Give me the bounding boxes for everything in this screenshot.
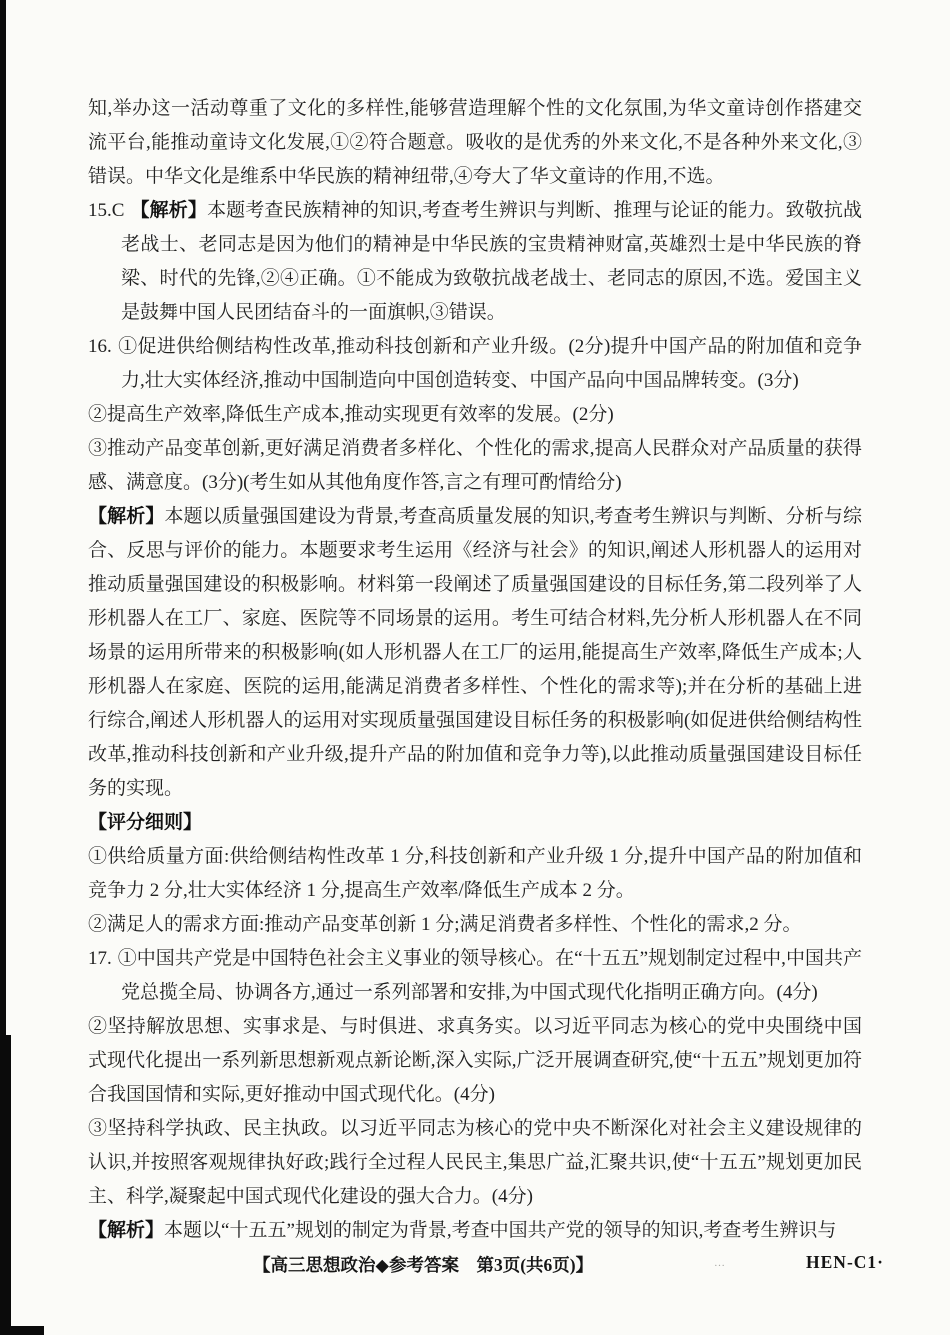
q16-analysis-tag: 【解析】 [88,506,165,527]
answer-content [88,92,862,1248]
q16-number: 16. [88,336,112,357]
q17-answer-1 [88,942,862,1010]
q17-analysis-tag: 【解析】 [88,1220,165,1241]
footer-title-and-page: 【高三思想政治◆参考答案 第3页(共6页)】 [253,1255,594,1275]
q15-answer-paragraph [88,194,862,330]
page-footer [0,1252,950,1278]
q16-answer-3: ③推动产品变革创新,更好满足消费者多样化、个性化的需求,提高人民群众对产品质量的获得感、满意度。(3分)(考生如从其他角度作答,言之有理可酌情给分) [88,438,862,493]
q15-number: 15.C [88,200,125,221]
q16-rubric-heading [88,806,862,840]
q17-answer-1-text: ①中国共产党是中国特色社会主义事业的领导核心。在“十五五”规划制定过程中,中国共产党总揽全局、协调各方,通过一系列部署和安排,为中国式现代化指明正确方向。(4分) [117,948,862,1003]
footer-paper-code: HEN-C1· [806,1252,884,1272]
footer-scan-dots: … [714,1257,727,1269]
q16-answer-2: ②提高生产效率,降低生产成本,推动实现更有效率的发展。(2分) [88,404,614,425]
q16-analysis-paragraph [88,500,862,806]
q17-analysis-text: 本题以“十五五”规划的制定为背景,考查中国共产党的领导的知识,考查考生辨识与 [164,1220,837,1241]
q17-answer-2: ②坚持解放思想、实事求是、与时俱进、求真务实。以习近平同志为核心的党中央围绕中国式现代化提出一系列新思想新观点新论断,深入实际,广泛开展调查研究,使“十五五”规划更加符合我国国情和实际,更好推动中国式现代化。(4分) [88,1016,862,1105]
scan-edge-bottom [0,1326,44,1335]
q15-analysis-tag: 【解析】 [130,200,208,221]
scan-edge-left-lower [0,1035,11,1335]
q15-analysis-text: 本题考查民族精神的知识,考查考生辨识与判断、推理与论证的能力。致敬抗战老战士、老同志是因为他们的精神是中华民族的宝贵精神财富,英雄烈士是中华民族的脊梁、时代的先锋,②④正确。①不能成为致敬抗战老战士、老同志的原因,不选。爱国主义是鼓舞中国人民团结奋斗的一面旗帜,③错误。 [121,200,862,323]
q17-analysis-paragraph [88,1214,862,1248]
q16-analysis-text: 本题以质量强国建设为背景,考查高质量发展的知识,考查考生辨识与判断、分析与综合、反思与评价的能力。本题要求考生运用《经济与社会》的知识,阐述人形机器人的运用对推动质量强国建设的积极影响。材料第一段阐述了质量强国建设的目标任务,第二段列举了人形机器人在工厂、家庭、医院等不同场景的运用。考生可结合材料,先分析人形机器人在不同场景的运用所带来的积极影响(如人形机器人在工厂的运用,能提高生产效率,降低生产成本;人形机器人在家庭、医院的运用,能满足消费者多样性、个性化的需求等);并在分析的基础上进行综合,阐述人形机器人的运用对实现质量强国建设目标任务的积极影响(如促进供给侧结构性改革,推动科技创新和产业升级,提升产品的附加值和竞争力等),以此推动质量强国建设目标任务的实现。 [88,506,862,799]
q16-rubric-2: ②满足人的需求方面:推动产品变革创新 1 分;满足消费者多样性、个性化的需求,2 分。 [88,914,802,935]
q16-answer-1-text: ①促进供给侧结构性改革,推动科技创新和产业升级。(2分)提升中国产品的附加值和竞争力,壮大实体经济,推动中国制造向中国创造转变、中国产品向中国品牌转变。(3分) [117,336,862,391]
q16-answer-1 [88,330,862,398]
q16-rubric-heading-text: 【评分细则】 [88,812,203,833]
q16-rubric-1: ①供给质量方面:供给侧结构性改革 1 分,科技创新和产业升级 1 分,提升中国产品的附加值和竞争力 2 分,壮大实体经济 1 分,提高生产效率/降低生产成本 2 分。 [88,846,862,901]
q17-number: 17. [88,948,112,969]
q14-continuation-paragraph: 知,举办这一活动尊重了文化的多样性,能够营造理解个性的文化氛围,为华文童诗创作搭建交流平台,能推动童诗文化发展,①②符合题意。吸收的是优秀的外来文化,不是各种外来文化,③错误。中华文化是维系中华民族的精神纽带,④夸大了华文童诗的作用,不选。 [88,98,862,187]
q17-answer-3: ③坚持科学执政、民主执政。以习近平同志为核心的党中央不断深化对社会主义建设规律的认识,并按照客观规律执好政;践行全过程人民民主,集思广益,汇聚共识,使“十五五”规划更加民主、科学,凝聚起中国式现代化建设的强大合力。(4分) [88,1118,862,1207]
